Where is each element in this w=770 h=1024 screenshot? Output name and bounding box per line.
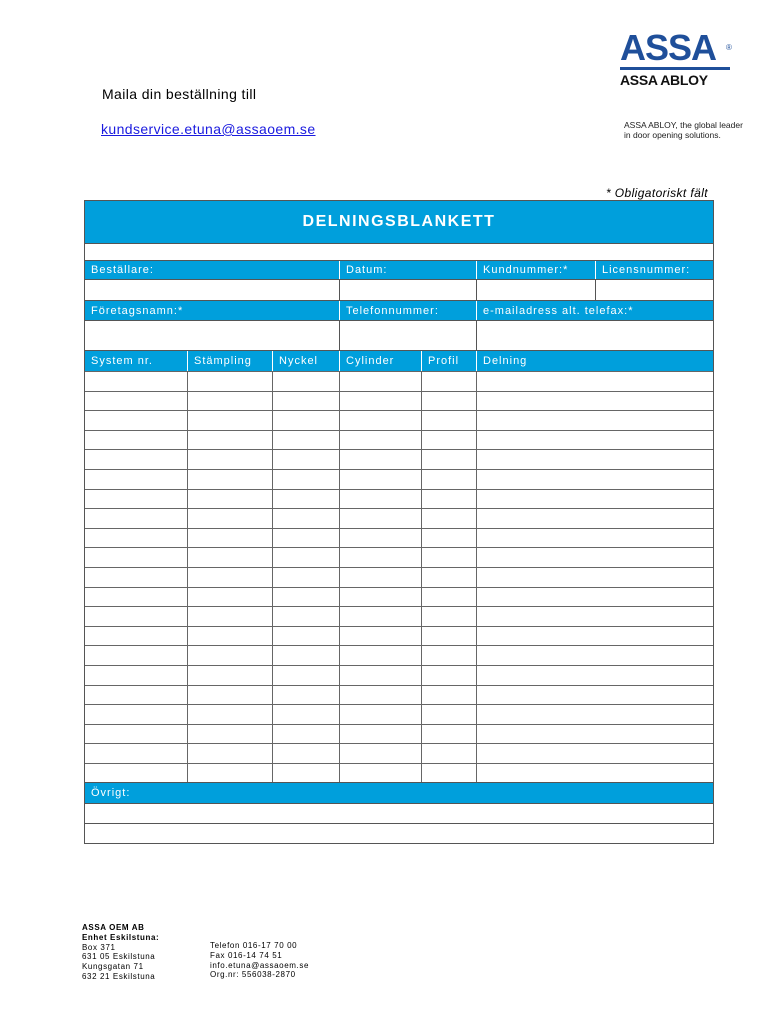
footer-address3: Kungsgatan 71: [82, 962, 144, 972]
system-nr-cell[interactable]: [85, 470, 188, 489]
order-form: [84, 200, 714, 844]
header-delning: Delning: [483, 355, 528, 367]
table-row: [85, 410, 713, 430]
registered-mark: ®: [726, 43, 731, 52]
delning-cell[interactable]: [477, 372, 713, 391]
label-email-fax: e-mailadress alt. telefax:*: [483, 304, 634, 317]
stampling-cell[interactable]: [188, 548, 273, 567]
profil-cell[interactable]: [422, 372, 477, 391]
stampling-cell[interactable]: [188, 392, 273, 411]
label-row-2: [85, 300, 713, 320]
stampling-cell[interactable]: [188, 627, 273, 646]
delning-cell[interactable]: [477, 548, 713, 567]
system-nr-cell[interactable]: [85, 509, 188, 528]
nyckel-cell[interactable]: [273, 450, 340, 469]
profil-cell[interactable]: [422, 588, 477, 607]
cylinder-cell[interactable]: [340, 568, 422, 587]
table-row: [85, 508, 713, 528]
profil-cell[interactable]: [422, 431, 477, 450]
nyckel-cell[interactable]: [273, 411, 340, 430]
table-row: [85, 724, 713, 744]
cylinder-cell[interactable]: [340, 705, 422, 724]
delning-cell[interactable]: [477, 470, 713, 489]
cylinder-cell[interactable]: [340, 411, 422, 430]
nyckel-cell[interactable]: [273, 646, 340, 665]
kundnummer-field[interactable]: [477, 280, 596, 300]
system-nr-cell[interactable]: [85, 607, 188, 626]
header-nyckel: Nyckel: [273, 351, 340, 371]
system-nr-cell[interactable]: [85, 568, 188, 587]
table-row: [85, 547, 713, 567]
table-row: [85, 763, 713, 783]
table-row: [85, 528, 713, 548]
nyckel-cell[interactable]: [273, 548, 340, 567]
footer-address1: Box 371: [82, 942, 116, 952]
table-row: [85, 645, 713, 665]
delning-cell[interactable]: [477, 607, 713, 626]
system-nr-cell[interactable]: [85, 646, 188, 665]
delning-cell[interactable]: [477, 764, 713, 783]
delning-cell[interactable]: [477, 686, 713, 705]
stampling-cell[interactable]: [188, 744, 273, 763]
nyckel-cell[interactable]: [273, 431, 340, 450]
table-row: [85, 391, 713, 411]
telefonnummer-field[interactable]: [340, 321, 477, 350]
table-row: [85, 626, 713, 646]
system-nr-cell[interactable]: [85, 392, 188, 411]
label-telefonnummer: Telefonnummer:: [340, 301, 477, 320]
label-bestallare: Beställare:: [85, 261, 340, 279]
nyckel-cell[interactable]: [273, 764, 340, 783]
cylinder-cell[interactable]: [340, 627, 422, 646]
delning-cell[interactable]: [477, 568, 713, 587]
cylinder-cell[interactable]: [340, 529, 422, 548]
delning-cell[interactable]: [477, 431, 713, 450]
profil-cell[interactable]: [422, 627, 477, 646]
system-nr-cell[interactable]: [85, 411, 188, 430]
profil-cell[interactable]: [422, 764, 477, 783]
cylinder-cell[interactable]: [340, 372, 422, 391]
profil-cell[interactable]: [422, 646, 477, 665]
profil-cell[interactable]: [422, 686, 477, 705]
logo-sub-text: ASSA ABLOY: [620, 72, 708, 88]
stampling-cell[interactable]: [188, 588, 273, 607]
delning-cell[interactable]: [477, 490, 713, 509]
profil-cell[interactable]: [422, 490, 477, 509]
table-row: [85, 685, 713, 705]
grid-header-row: [85, 350, 713, 371]
stampling-cell[interactable]: [188, 450, 273, 469]
profil-cell[interactable]: [422, 607, 477, 626]
profil-cell[interactable]: [422, 666, 477, 685]
profil-cell[interactable]: [422, 725, 477, 744]
cylinder-cell[interactable]: [340, 470, 422, 489]
delning-cell[interactable]: [477, 666, 713, 685]
nyckel-cell[interactable]: [273, 372, 340, 391]
table-row: [85, 567, 713, 587]
cylinder-cell[interactable]: [340, 666, 422, 685]
profil-cell[interactable]: [422, 450, 477, 469]
delning-cell[interactable]: [477, 411, 713, 430]
cylinder-cell[interactable]: [340, 588, 422, 607]
nyckel-cell[interactable]: [273, 490, 340, 509]
delning-cell[interactable]: [477, 725, 713, 744]
footer-contact: [210, 941, 309, 980]
profil-cell[interactable]: [422, 470, 477, 489]
nyckel-cell[interactable]: [273, 666, 340, 685]
nyckel-cell[interactable]: [273, 744, 340, 763]
cylinder-cell[interactable]: [340, 725, 422, 744]
delning-cell[interactable]: [477, 744, 713, 763]
value-row-2: [85, 320, 713, 350]
form-title: DELNINGSBLANKETT: [85, 201, 713, 243]
system-nr-cell[interactable]: [85, 627, 188, 646]
cylinder-cell[interactable]: [340, 646, 422, 665]
delning-cell[interactable]: [477, 646, 713, 665]
profil-cell[interactable]: [422, 411, 477, 430]
table-row: [85, 489, 713, 509]
delning-cell[interactable]: [477, 529, 713, 548]
cylinder-cell[interactable]: [340, 548, 422, 567]
label-foretagsnamn: Företagsnamn:*: [85, 301, 340, 320]
stampling-cell[interactable]: [188, 372, 273, 391]
spacer-row: [85, 243, 713, 260]
table-row: [85, 587, 713, 607]
footer-address2: 631 05 Eskilstuna: [82, 952, 156, 962]
datum-field[interactable]: [340, 280, 477, 300]
system-nr-cell[interactable]: [85, 450, 188, 469]
value-row-1: [85, 279, 713, 300]
grid-body: [85, 371, 713, 782]
stampling-cell[interactable]: [188, 411, 273, 430]
header-profil: Profil: [422, 351, 477, 371]
nyckel-cell[interactable]: [273, 588, 340, 607]
email-fax-field[interactable]: [477, 321, 713, 350]
intro-text: Maila din beställning till: [102, 86, 257, 102]
stampling-cell[interactable]: [188, 490, 273, 509]
delning-cell[interactable]: [477, 509, 713, 528]
footer-mail: info.etuna@assaoem.se: [210, 960, 309, 970]
nyckel-cell[interactable]: [273, 470, 340, 489]
stampling-cell[interactable]: [188, 705, 273, 724]
bestallare-field[interactable]: [85, 280, 340, 300]
table-row: [85, 371, 713, 391]
delning-cell[interactable]: [477, 705, 713, 724]
profil-cell[interactable]: [422, 705, 477, 724]
nyckel-cell[interactable]: [273, 705, 340, 724]
stampling-cell[interactable]: [188, 607, 273, 626]
ovrigt-line-1[interactable]: [85, 803, 713, 823]
profil-cell[interactable]: [422, 568, 477, 587]
footer-unit: Enhet Eskilstuna:: [82, 932, 160, 942]
nyckel-cell[interactable]: [273, 568, 340, 587]
header-system-nr: System nr.: [85, 351, 188, 371]
assa-abloy-logo: [620, 27, 740, 88]
stampling-cell[interactable]: [188, 646, 273, 665]
footer-address4: 632 21 Eskilstuna: [82, 971, 156, 981]
ovrigt-line-2[interactable]: [85, 823, 713, 843]
cylinder-cell[interactable]: [340, 744, 422, 763]
profil-cell[interactable]: [422, 548, 477, 567]
delning-cell[interactable]: [477, 588, 713, 607]
table-row: [85, 665, 713, 685]
label-licensnummer: Licensnummer:: [602, 264, 691, 276]
delning-cell[interactable]: [477, 392, 713, 411]
footer-fax: Fax 016-14 74 51: [210, 950, 283, 960]
stampling-cell[interactable]: [188, 509, 273, 528]
nyckel-cell[interactable]: [273, 607, 340, 626]
system-nr-cell[interactable]: [85, 764, 188, 783]
nyckel-cell[interactable]: [273, 392, 340, 411]
cylinder-cell[interactable]: [340, 764, 422, 783]
cylinder-cell[interactable]: [340, 607, 422, 626]
delning-cell[interactable]: [477, 627, 713, 646]
system-nr-cell[interactable]: [85, 744, 188, 763]
system-nr-cell[interactable]: [85, 431, 188, 450]
system-nr-cell[interactable]: [85, 686, 188, 705]
table-row: [85, 743, 713, 763]
nyckel-cell[interactable]: [273, 627, 340, 646]
cylinder-cell[interactable]: [340, 490, 422, 509]
nyckel-cell[interactable]: [273, 509, 340, 528]
profil-cell[interactable]: [422, 509, 477, 528]
table-row: [85, 469, 713, 489]
nyckel-cell[interactable]: [273, 725, 340, 744]
system-nr-cell[interactable]: [85, 372, 188, 391]
header-cylinder: Cylinder: [340, 351, 422, 371]
cylinder-cell[interactable]: [340, 392, 422, 411]
footer-address: [82, 923, 159, 982]
order-email-link[interactable]: kundservice.etuna@assaoem.se: [101, 121, 316, 137]
stampling-cell[interactable]: [188, 686, 273, 705]
logo-tagline: ASSA ABLOY, the global leader in door opening solutions.: [624, 120, 743, 140]
foretagsnamn-field[interactable]: [85, 321, 340, 350]
cylinder-cell[interactable]: [340, 450, 422, 469]
system-nr-cell[interactable]: [85, 666, 188, 685]
stampling-cell[interactable]: [188, 764, 273, 783]
nyckel-cell[interactable]: [273, 529, 340, 548]
label-kundnummer: Kundnummer:*: [477, 261, 596, 279]
system-nr-cell[interactable]: [85, 529, 188, 548]
footer-company: ASSA OEM AB: [82, 923, 145, 932]
profil-cell[interactable]: [422, 392, 477, 411]
label-datum: Datum:: [340, 261, 477, 279]
cylinder-cell[interactable]: [340, 509, 422, 528]
licensnummer-field[interactable]: [596, 280, 713, 300]
profil-cell[interactable]: [422, 744, 477, 763]
stampling-cell[interactable]: [188, 568, 273, 587]
system-nr-cell[interactable]: [85, 725, 188, 744]
system-nr-cell[interactable]: [85, 588, 188, 607]
footer-phone: Telefon 016-17 70 00: [210, 941, 298, 950]
system-nr-cell[interactable]: [85, 490, 188, 509]
system-nr-cell[interactable]: [85, 705, 188, 724]
stampling-cell[interactable]: [188, 470, 273, 489]
cylinder-cell[interactable]: [340, 431, 422, 450]
table-row: [85, 606, 713, 626]
required-note: * Obligatoriskt fält: [605, 186, 708, 200]
nyckel-cell[interactable]: [273, 686, 340, 705]
logo-main-text: ASSA: [620, 27, 717, 68]
cylinder-cell[interactable]: [340, 686, 422, 705]
header-stampling: Stämpling: [188, 351, 273, 371]
table-row: [85, 430, 713, 450]
ovrigt-label: Övrigt:: [85, 782, 713, 803]
label-row-1: [85, 260, 713, 279]
footer-orgnr: Org.nr: 556038-2870: [210, 970, 296, 980]
table-row: [85, 704, 713, 724]
delning-cell[interactable]: [477, 450, 713, 469]
stampling-cell[interactable]: [188, 666, 273, 685]
stampling-cell[interactable]: [188, 529, 273, 548]
table-row: [85, 449, 713, 469]
profil-cell[interactable]: [422, 529, 477, 548]
system-nr-cell[interactable]: [85, 548, 188, 567]
stampling-cell[interactable]: [188, 431, 273, 450]
stampling-cell[interactable]: [188, 725, 273, 744]
